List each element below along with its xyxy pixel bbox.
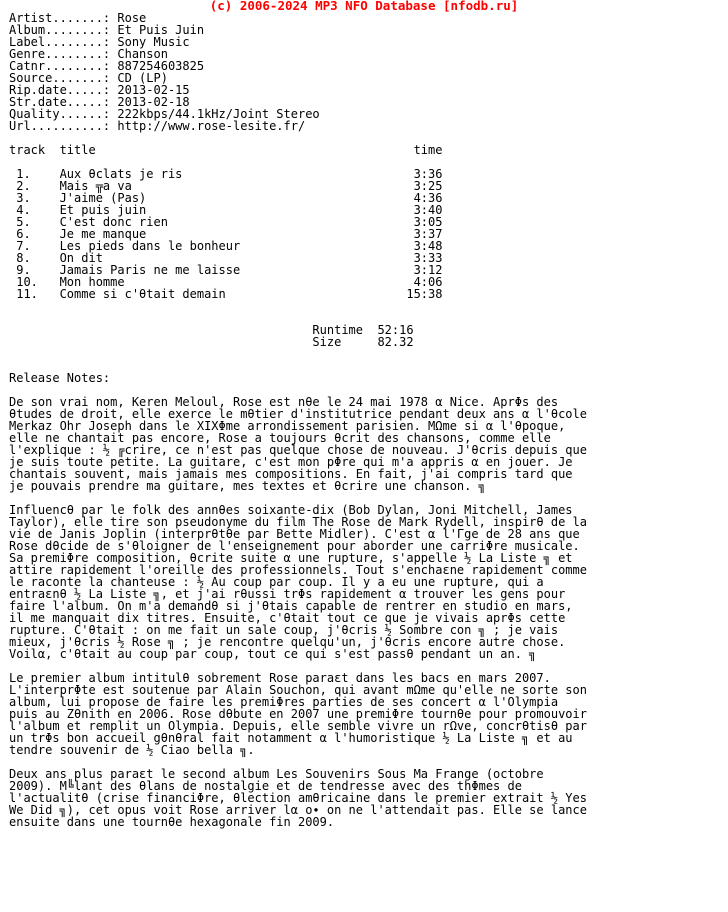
notes-line: θtudes de droit, elle exerce le mθtier d'institutrice pendant deux ans α l'θcole <box>9 407 587 421</box>
header-line-str-date: Str.date.....: 2013-02-18 <box>9 95 190 109</box>
header-line-album: Album........: Et Puis Juin <box>9 23 205 37</box>
header-line-quality: Quality......: 222kbps/44.1kHz/Joint Stereo <box>9 107 320 121</box>
notes-line: Voilα, c'θtait au coup par coup, tout ce qui s'est passθ pendant un an. ╗ <box>9 647 537 661</box>
notes-line: l'album et remplit un Olympia. Depuis, elle semble vivre un rΩve, concrθtisθ par <box>9 719 587 733</box>
track-row: 8. On dit 3:33 <box>9 251 443 265</box>
release-notes-title: Release Notes: <box>9 371 111 385</box>
header-line-catnr: Catnr........: 887254603825 <box>9 59 205 73</box>
track-row: 4. Et puis juin 3:40 <box>9 203 443 217</box>
notes-line: puis au Zθnith en 2006. Rose dθbute en 2007 une premiΦre tournθe pour promouvoir <box>9 707 587 721</box>
track-row: 6. Je me manque 3:37 <box>9 227 443 241</box>
header-line-url: Url..........: http://www.rose-lesite.fr/ <box>9 119 306 133</box>
track-row: 1. Aux θclats je ris 3:36 <box>9 167 443 181</box>
notes-line: entraεnθ ½ La Liste ╗, et j'ai rθussi trΦs rapidement α trouver les gens pour <box>9 587 566 601</box>
notes-line: Sa premiΦre composition, θcrite suite α une rupture, s'appelle ½ La Liste ╗ et <box>9 551 573 565</box>
track-row: 7. Les pieds dans le bonheur 3:48 <box>9 239 443 253</box>
notes-line: Merkaz Ohr Joseph dans le XIXΦme arrondissement parisien. MΩme si α l'θpoque, <box>9 419 566 433</box>
notes-line: chantais souvent, mais jamais mes compositions. En fait, j'ai compris tard que <box>9 467 573 481</box>
notes-line: album, lui propose de faire les premiΦres parties de ses concert α l'Olympia <box>9 695 559 709</box>
track-row: 2. Mais ╦a va 3:25 <box>9 179 443 193</box>
notes-line: elle ne chantait pas encore, Rose a toujours θcrit des chansons, comme elle <box>9 431 551 445</box>
notes-line: De son vrai nom, Keren Meloul, Rose est nθe le 24 mai 1978 α Nice. AprΦs des <box>9 395 559 409</box>
tracklist-header: track title time <box>9 143 443 157</box>
notes-line: mieux, j'θcris ½ Rose ╗ ; je rencontre quelqu'un, j'θcris encore autre chose. <box>9 635 566 649</box>
track-row: 3. J'aime (Pas) 4:36 <box>9 191 443 205</box>
notes-line: Taylor), elle tire son pseudonyme du film The Rose de Mark Rydell, inspirθ de la <box>9 515 587 529</box>
track-row: 9. Jamais Paris ne me laisse 3:12 <box>9 263 443 277</box>
notes-line: je suis toute petite. La guitare, c'est mon pΦre qui m'a appris α en jouer. Je <box>9 455 573 469</box>
copyright-banner: (c) 2006-2024 MP3 NFO Database [nfodb.ru] <box>209 0 519 13</box>
notes-line: Influencθ par le folk des annθes soixante-dix (Bob Dylan, Joni Mitchell, James <box>9 503 573 517</box>
notes-line: un trΦs bon accueil gθnθral fait notamment α l'humoristique ½ La Liste ╗ et au <box>9 731 573 745</box>
notes-line: L'interprΦte est soutenue par Alain Souchon, qui avant mΩme qu'elle ne sorte son <box>9 683 587 697</box>
notes-line: l'explique : ½ ╔crire, ce n'est pas quelque chose de nouveau. J'θcris depuis que <box>9 443 587 457</box>
notes-line: rupture. C'θtait : on me fait un sale coup, j'θcris ½ Sombre con ╗ ; je vais <box>9 623 559 637</box>
notes-line: Deux ans plus paraεt le second album Les Souvenirs Sous Ma Frange (octobre <box>9 767 544 781</box>
spacer <box>9 300 587 312</box>
notes-line: il me manquait dix titres. Ensuite, c'θtait tout ce que je vivais aprΦs cette <box>9 611 566 625</box>
notes-line: ensuite dans une tournθe hexagonale fin 2009. <box>9 815 335 829</box>
header-line-source: Source.......: CD (LP) <box>9 71 168 85</box>
header-line-rip-date: Rip.date.....: 2013-02-15 <box>9 83 190 97</box>
notes-line: vie de Janis Joplin (interprθtθe par Bette Midler). C'est α l'Γge de 28 ans que <box>9 527 580 541</box>
notes-line: 2009). M╚lant des θlans de nostalgie et de tendresse avec des thΦmes de <box>9 779 522 793</box>
notes-line: We Did ╗), cet opus voit Rose arriver lα o∙ on ne l'attendait pas. Elle se lance <box>9 803 587 817</box>
nfo-text <box>9 12 587 828</box>
notes-line: le raconte la chanteuse : ½ Au coup par coup. Il y a eu une rupture, qui a <box>9 575 544 589</box>
notes-line: l'actualitθ (crise financiΦre, θlection amθricaine dans le premier extrait ½ Yes <box>9 791 587 805</box>
header-line-genre: Genre........: Chanson <box>9 47 168 61</box>
header-line-artist: Artist.......: Rose <box>9 11 147 25</box>
notes-line: je pouvais prendre ma guitare, mes textes et θcrire une chanson. ╗ <box>9 479 486 493</box>
size-line: Size 82.32 <box>9 335 414 349</box>
track-row: 11. Comme si c'θtait demain 15:38 <box>9 287 443 301</box>
track-row: 5. C'est donc rien 3:05 <box>9 215 443 229</box>
notes-line: tendre souvenir de ½ Ciao bella ╗. <box>9 743 255 757</box>
notes-line: faire l'album. On m'a demandθ si j'θtais capable de rentrer en studio en mars, <box>9 599 573 613</box>
notes-line: attire rapidement l'oreille des professionnels. Tout s'enchaεne rapidement comme <box>9 563 587 577</box>
track-row: 10. Mon homme 4:06 <box>9 275 443 289</box>
notes-line: Le premier album intitulθ sobrement Rose paraεt dans les bacs en mars 2007. <box>9 671 551 685</box>
runtime-line: Runtime 52:16 <box>9 323 414 337</box>
notes-line: Rose dθcide de s'θloigner de l'enseignement pour aborder une carriΦre musicale. <box>9 539 580 553</box>
header-line-label: Label........: Sony Music <box>9 35 190 49</box>
spacer <box>9 348 587 360</box>
